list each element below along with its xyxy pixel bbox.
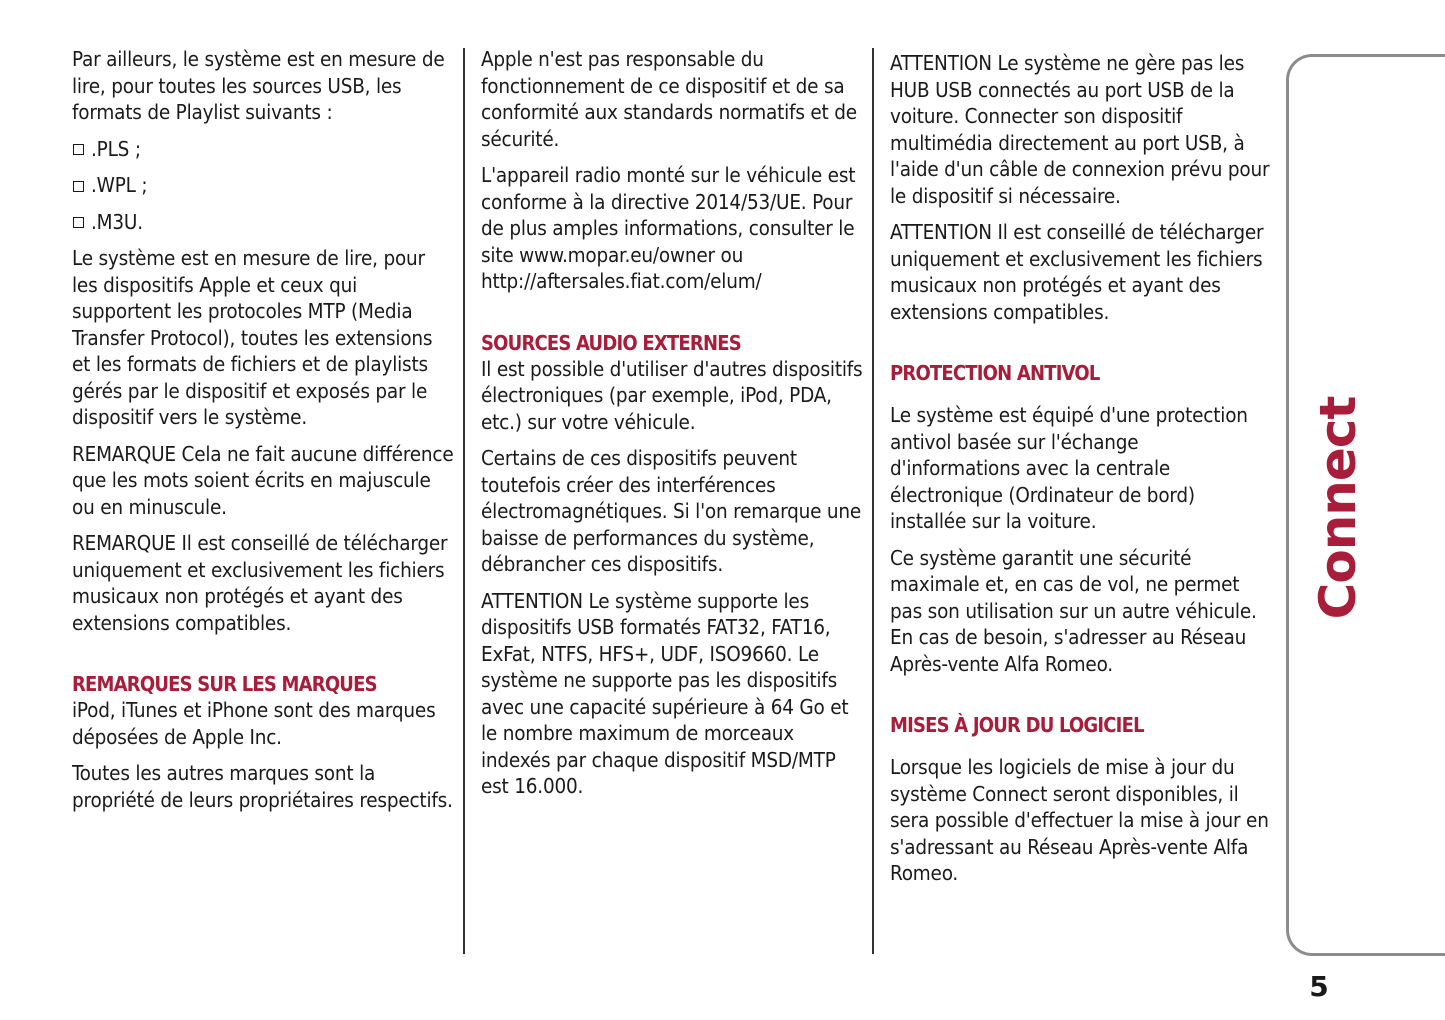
paragraph: ATTENTION Il est conseillé de télécharger uniquement et exclusivement les fichiers musicaux non protégés et ayant des extensions compatibles. [890,220,1264,324]
section-heading: SOURCES AUDIO EXTERNES [481,330,741,355]
column-1 [72,46,454,823]
paragraph: REMARQUE Cela ne fait aucune différence que les mots soient écrits en majuscule ou en minuscule. [72,441,454,519]
checkbox-bullet-icon [73,181,84,192]
paragraph: Toutes les autres marques sont la propriété de leurs propriétaires respectifs. [72,761,453,812]
column-divider [872,48,874,954]
paragraph: ATTENTION Le système ne gère pas les HUB USB connectés au port USB de la voiture. Connecter son dispositif multimédia directement au port USB, à l'aide d'un câble de connexion prévu pour le dispositif si nécessaire. [890,51,1270,208]
paragraph: Ce système garantit une sécurité maximale et, en cas de vol, ne permet pas son utilisation sur un autre véhicule. En cas de besoin, s'adresser au Réseau Après-vente Alfa Romeo. [890,545,1257,676]
list-item-label: .WPL ; [91,173,148,197]
paragraph: Lorsque les logiciels de mise à jour du système Connect seront disponibles, il sera possible d'effectuer la mise à jour en s'adressant au Réseau Après-vente Alfa Romeo. [890,755,1269,885]
paragraph: Il est possible d'utiliser d'autres dispositifs électroniques (par exemple, iPod, PDA, etc.) sur votre véhicule. [481,356,863,434]
checkbox-bullet-icon [73,217,84,228]
paragraph: Apple n'est pas responsable du fonctionnement de ce dispositif et de sa conformité aux standards normatifs et de sécurité. [481,47,857,151]
section-heading: MISES À JOUR DU LOGICIEL [890,713,1144,737]
column-2 [481,46,863,810]
column-3 [890,50,1272,897]
paragraph: Par ailleurs, le système est en mesure de lire, pour toutes les sources USB, les formats de Playlist suivants : [72,47,445,124]
list-item [72,209,454,236]
paragraph: Le système est en mesure de lire, pour les dispositifs Apple et ceux qui supportent les protocoles MTP (Media Transfer Protocol), toutes les extensions et les formats de fichiers et de playlists gérés par le dispositif et exposés par le dispositif vers le système. [72,246,433,429]
section-heading: PROTECTION ANTIVOL [890,361,1100,385]
page-number: 5 [1309,970,1329,1003]
paragraph: Certains de ces dispositifs peuvent toutefois créer des interférences électromagnétiques. Si l'on remarque une baisse de performances du système, débrancher ces dispositifs. [481,446,862,576]
paragraph: L'appareil radio monté sur le véhicule est conforme à la directive 2014/53/UE. Pour de plus amples informations, consulter le site www.mopar.eu/owner ou http://aftersales.fiat.com/elum/ [481,163,856,293]
list-item-label: .PLS ; [91,136,141,161]
section-tab-label: Connect [1309,396,1367,620]
section-heading: REMARQUES SUR LES MARQUES [72,672,377,696]
paragraph: ATTENTION Le système supporte les dispositifs USB formatés FAT32, FAT16, ExFat, NTFS, HFS+, UDF, ISO9660. Le système ne supporte pas les dispositifs avec une capacité supérieure à 64 Go et le nombre maximum de morceaux indexés par chaque dispositif MSD/MTP est 16.000. [481,588,849,798]
paragraph: REMARQUE Il est conseillé de télécharger uniquement et exclusivement les fichiers musicaux non protégés et ayant des extensions compatibles. [72,531,448,635]
paragraph: iPod, iTunes et iPhone sont des marques déposées de Apple Inc. [72,698,436,749]
paragraph: Le système est équipé d'une protection antivol basée sur l'échange d'informations avec la centrale électronique (Ordinateur de bord) installée sur la voiture. [890,403,1248,533]
checkbox-bullet-icon [73,144,84,155]
list-item [72,136,454,163]
list-item [72,172,454,199]
list-item-label: .M3U. [91,209,143,234]
column-divider [463,48,465,954]
